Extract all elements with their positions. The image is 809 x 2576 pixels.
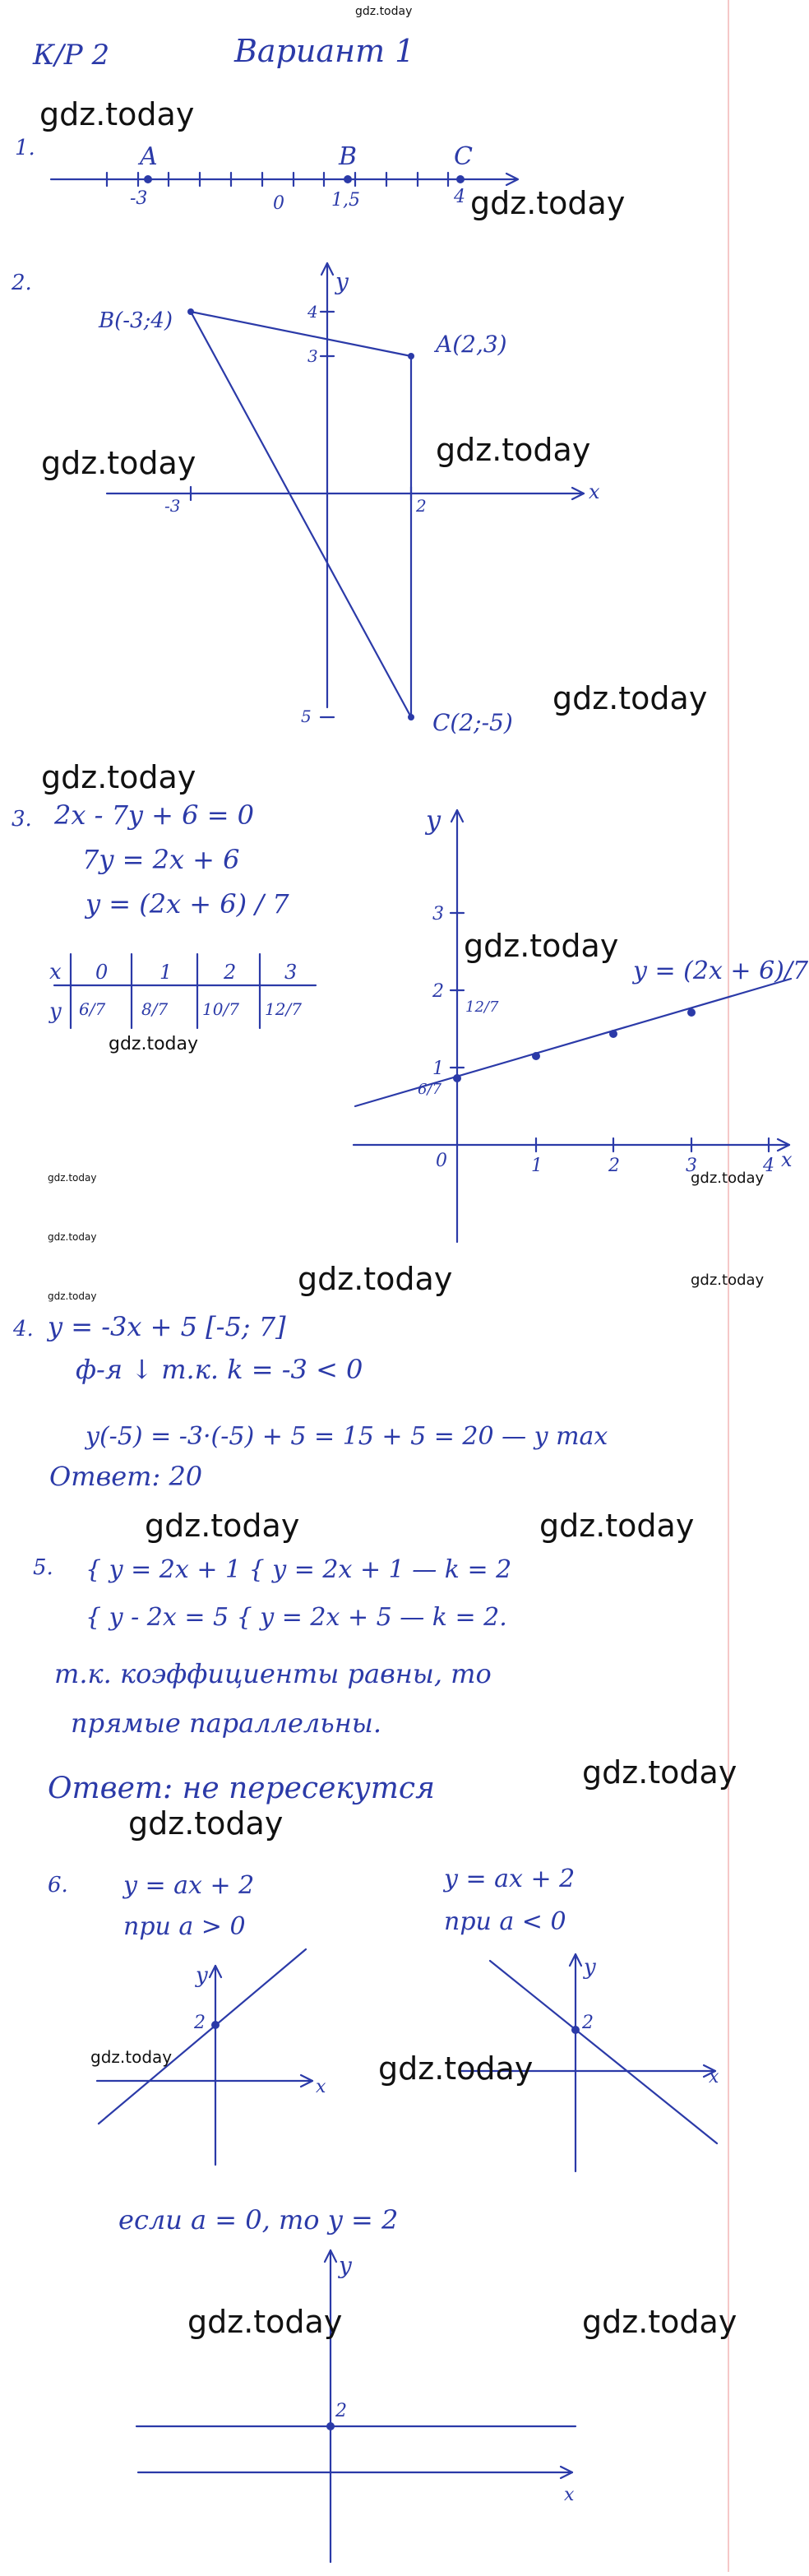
vertex-b-dot — [187, 308, 194, 315]
task6-zero-case: если a = 0, то y = 2 — [118, 2204, 399, 2235]
task1 — [15, 136, 518, 214]
task4 — [12, 1311, 608, 1492]
header-variant-label: Вариант 1 — [234, 33, 415, 69]
task3-tick-y-2: 2 — [432, 981, 444, 1002]
task6-left-x-label: x — [316, 2077, 326, 2097]
task4-number: 4. — [13, 1317, 34, 1341]
vertex-a-label: A(2,3) — [436, 331, 507, 358]
watermark-text: gdz.today — [48, 1172, 97, 1184]
task6-left-formula: y = ax + 2 — [123, 1871, 255, 1900]
task3 — [12, 799, 809, 1242]
task6-right-condition: при a < 0 — [444, 1907, 566, 1936]
watermark-text: gdz.today — [298, 1261, 453, 1297]
watermark-text: gdz.today — [582, 2304, 737, 2340]
task3-point-1 — [532, 1052, 540, 1060]
watermark-text: gdz.today — [378, 2050, 534, 2087]
task5-line-4: прямые параллельны. — [71, 1707, 382, 1739]
point-c-name: C — [454, 142, 473, 171]
watermark-text: gdz.today — [41, 759, 196, 795]
tick-y-neg5: 5 — [301, 707, 312, 726]
task5-answer: Ответ: не пересекутся — [48, 1772, 435, 1805]
table-x-3: 3 — [284, 961, 298, 984]
table-y-0: 6/7 — [79, 999, 106, 1019]
point-a-dot — [144, 175, 152, 183]
task3-point-3 — [687, 1008, 696, 1017]
task4-line-2: ф-я ↓ т.к. k = -3 < 0 — [76, 1354, 363, 1385]
tick-y-4: 4 — [307, 302, 318, 322]
watermark-text: gdz.today — [48, 1231, 97, 1243]
watermark-text: gdz.today — [145, 1508, 300, 1544]
task3-tick-y-1: 1 — [432, 1059, 444, 1079]
table-y-header: y — [49, 999, 62, 1024]
header-work-label: К/Р 2 — [33, 39, 110, 72]
point-c-value: 4 — [454, 187, 465, 207]
task6-right-x-label: x — [709, 2067, 719, 2087]
task6-zero-tick-2: 2 — [335, 2401, 347, 2421]
triangle-abc — [191, 312, 411, 717]
tick-x-2: 2 — [416, 496, 427, 516]
vertex-a-dot — [408, 353, 414, 359]
task3-tick-x-4: 4 — [763, 1156, 774, 1176]
watermark-text: gdz.today — [436, 432, 591, 468]
task6-zero-graph — [136, 2250, 576, 2562]
task6-right-tick-2: 2 — [582, 2013, 594, 2033]
task6-zero-x-label: x — [564, 2485, 575, 2505]
point-c-dot — [456, 175, 465, 183]
task3-tick-y-3: 3 — [432, 904, 444, 924]
task3-point-0 — [453, 1074, 461, 1082]
task3-x-label: x — [781, 1148, 793, 1171]
watermark-text: gdz.today — [48, 1290, 97, 1302]
watermark-text: gdz.today — [539, 1508, 695, 1544]
task3-tick-x-3: 3 — [686, 1156, 697, 1176]
task2-x-label: x — [589, 480, 600, 503]
task2 — [11, 263, 600, 736]
table-y-3: 12/7 — [265, 999, 302, 1019]
point-b-name: B — [339, 142, 358, 171]
watermark-text: gdz.today — [691, 1272, 765, 1289]
table-x-1: 1 — [159, 961, 173, 984]
task6-zero-y-label: y — [339, 2252, 352, 2279]
task3-tick-y-12-7: 12/7 — [465, 998, 499, 1016]
task3-graph-formula: y = (2x + 6)/7 — [633, 957, 809, 985]
task5-line-1: { y = 2x + 1 { y = 2x + 1 — k = 2 — [86, 1555, 512, 1584]
tick-x-neg3: -3 — [164, 496, 181, 516]
task3-tick-x-2: 2 — [608, 1156, 620, 1176]
point-b-dot — [344, 175, 352, 183]
task2-y-label: y — [335, 268, 349, 295]
task3-line-1: 2x - 7y + 6 = 0 — [54, 799, 255, 831]
table-x-header: x — [49, 960, 62, 985]
watermark-text: gdz.today — [582, 1754, 737, 1791]
task3-y-label: y — [426, 804, 441, 836]
task6-left-tick-2: 2 — [194, 2013, 206, 2033]
task3-tick-x-0: 0 — [436, 1151, 447, 1171]
vertex-b-label: B(-3;4) — [99, 308, 173, 333]
task4-line-1: y = -3x + 5 [-5; 7] — [48, 1311, 286, 1342]
task3-tick-x-1: 1 — [531, 1156, 543, 1176]
task1-number: 1. — [15, 136, 35, 160]
watermark-text: gdz.today — [464, 928, 619, 964]
task3-line-2: 7y = 2x + 6 — [82, 844, 240, 875]
task6-number: 6. — [48, 1873, 68, 1897]
watermark-text: gdz.today — [41, 445, 196, 481]
zero-label: 0 — [273, 193, 284, 214]
watermark-text: gdz.today — [187, 2304, 343, 2340]
point-a-name: A — [140, 142, 158, 171]
watermark-text: gdz.today — [90, 2047, 173, 2067]
task6-right-formula: y = ax + 2 — [444, 1865, 576, 1893]
table-y-2: 10/7 — [202, 999, 239, 1019]
table-x-2: 2 — [224, 961, 237, 984]
watermark-text: gdz.today — [355, 5, 413, 18]
table-x-0: 0 — [95, 961, 109, 984]
table-y-1: 8/7 — [141, 999, 169, 1019]
value-table — [49, 954, 316, 1028]
point-b-value: 1,5 — [331, 190, 360, 211]
task3-line-3: y = (2x + 6) / 7 — [86, 888, 289, 920]
task3-line-graph — [355, 979, 791, 1106]
watermark-text: gdz.today — [39, 96, 195, 132]
watermark-text: gdz.today — [109, 1034, 199, 1054]
watermark-text: gdz.today — [691, 1170, 765, 1187]
watermark-text: gdz.today — [470, 185, 626, 221]
task3-point-2 — [609, 1030, 617, 1038]
point-a-value: -3 — [130, 188, 148, 209]
vertex-c-label: C(2;-5) — [432, 709, 513, 736]
task6-left-y-label: y — [196, 1963, 208, 1988]
task6-left-condition: при a > 0 — [123, 1912, 246, 1941]
task6-right-y-label: y — [584, 1955, 596, 1980]
task2-number: 2. — [12, 271, 32, 295]
watermark-text: gdz.today — [128, 1805, 284, 1842]
task3-number: 3. — [12, 807, 32, 832]
task4-line-3: y(-5) = -3·(-5) + 5 = 15 + 5 = 20 — y max — [86, 1422, 608, 1451]
task4-answer: Ответ: 20 — [49, 1461, 203, 1492]
vertex-c-dot — [408, 714, 414, 720]
task5-number: 5. — [33, 1555, 53, 1580]
task3-tick-y-6-7: 6/7 — [418, 1081, 441, 1098]
tick-y-3: 3 — [307, 346, 318, 366]
task5 — [33, 1555, 511, 1805]
task5-line-2: { y - 2x = 5 { y = 2x + 5 — k = 2. — [86, 1603, 507, 1632]
task5-line-3: т.к. коэффициенты равны, то — [54, 1658, 492, 1689]
task6 — [48, 1865, 719, 2562]
watermark-text: gdz.today — [552, 680, 708, 716]
